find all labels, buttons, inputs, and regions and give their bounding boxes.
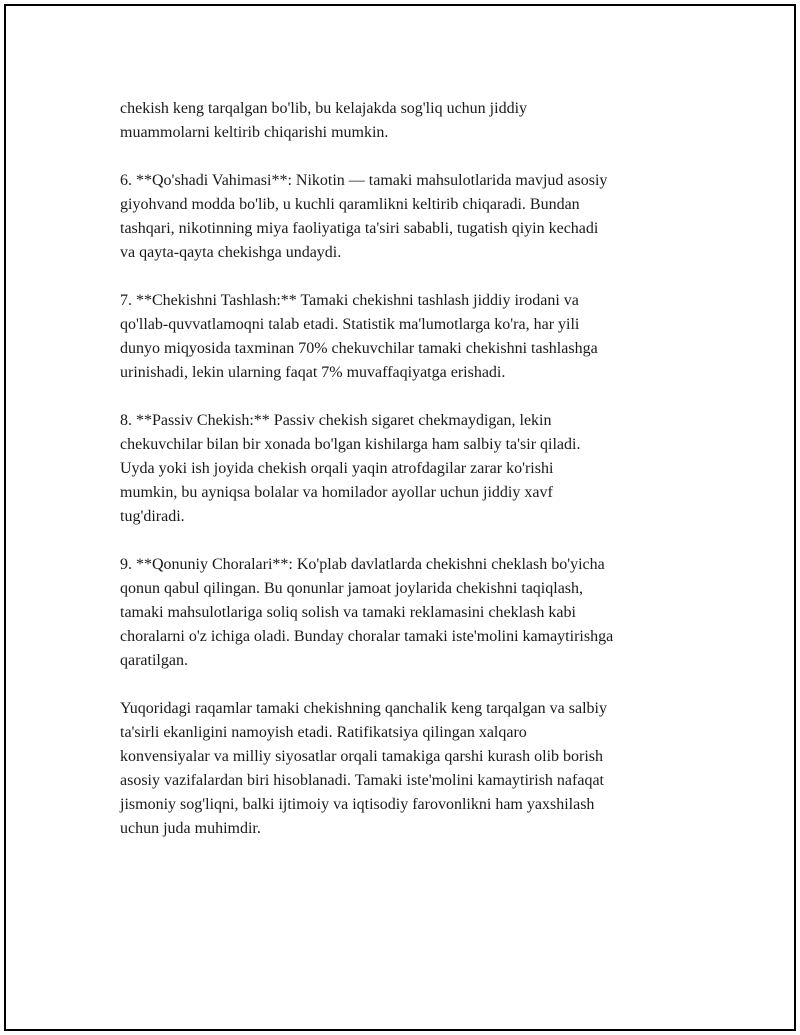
text-line: chekuvchilar bilan bir xonada bo'lgan kishilarga ham salbiy ta'sir qiladi. (120, 436, 581, 453)
text-line: giyohvand modda bo'lib, u kuchli qaramlikni keltirib chiqaradi. Bundan (120, 196, 580, 213)
text-line: tug'diradi. (120, 508, 185, 525)
paragraph-item-8 (120, 409, 700, 529)
text-line: ta'sirli ekanligini namoyish etadi. Ratifikatsiya qilingan xalqaro (120, 724, 527, 741)
text-line: dunyo miqyosida taxminan 70% chekuvchilar tamaki chekishni tashlashga (120, 340, 598, 357)
document-body (120, 97, 700, 865)
text-line: chekish keng tarqalgan bo'lib, bu kelajakda sog'liq uchun jiddiy (120, 100, 528, 117)
paragraph-item-7 (120, 289, 700, 385)
text-line: tamaki mahsulotlariga soliq solish va tamaki reklamasini cheklash kabi (120, 604, 576, 621)
paragraph-conclusion (120, 697, 700, 841)
text-line: urinishadi, lekin ularning faqat 7% muvaffaqiyatga erishadi. (120, 364, 506, 381)
text-line: 9. **Qonuniy Choralari**: Ko'plab davlatlarda chekishni cheklash bo'yicha (120, 556, 605, 573)
paragraph-continuation (120, 97, 700, 145)
text-line: asosiy vazifalardan biri hisoblanadi. Tamaki iste'molini kamaytirish nafaqat (120, 772, 604, 789)
paragraph-item-6 (120, 169, 700, 265)
text-line: jismoniy sog'liqni, balki ijtimoiy va iqtisodiy farovonlikni ham yaxshilash (120, 796, 595, 813)
page-frame (4, 4, 796, 1031)
text-line: tashqari, nikotinning miya faoliyatiga ta'siri sababli, tugatish qiyin kechadi (120, 220, 599, 237)
text-line: mumkin, bu ayniqsa bolalar va homilador ayollar uchun jiddiy xavf (120, 484, 553, 501)
text-line: Yuqoridagi raqamlar tamaki chekishning qanchalik keng tarqalgan va salbiy (120, 700, 607, 717)
text-line: Uyda yoki ish joyida chekish orqali yaqin atrofdagilar zarar ko'rishi (120, 460, 554, 477)
text-line: qo'llab-quvvatlamoqni talab etadi. Statistik ma'lumotlarga ko'ra, har yili (120, 316, 580, 333)
text-line: choralarni o'z ichiga oladi. Bunday choralar tamaki iste'molini kamaytirishga (120, 628, 614, 645)
text-line: qaratilgan. (120, 652, 188, 669)
text-line: qonun qabul qilingan. Bu qonunlar jamoat joylarida chekishni taqiqlash, (120, 580, 584, 597)
text-line: 6. **Qo'shadi Vahimasi**: Nikotin — tamaki mahsulotlarida mavjud asosiy (120, 172, 608, 189)
paragraph-item-9 (120, 553, 700, 673)
text-line: 8. **Passiv Chekish:** Passiv chekish sigaret chekmaydigan, lekin (120, 412, 552, 429)
text-line: muammolarni keltirib chiqarishi mumkin. (120, 124, 389, 141)
text-line: va qayta-qayta chekishga undaydi. (120, 244, 342, 261)
text-line: konvensiyalar va milliy siyosatlar orqali tamakiga qarshi kurash olib borish (120, 748, 604, 765)
text-line: 7. **Chekishni Tashlash:** Tamaki chekishni tashlash jiddiy irodani va (120, 292, 579, 309)
text-line: uchun juda muhimdir. (120, 820, 261, 837)
